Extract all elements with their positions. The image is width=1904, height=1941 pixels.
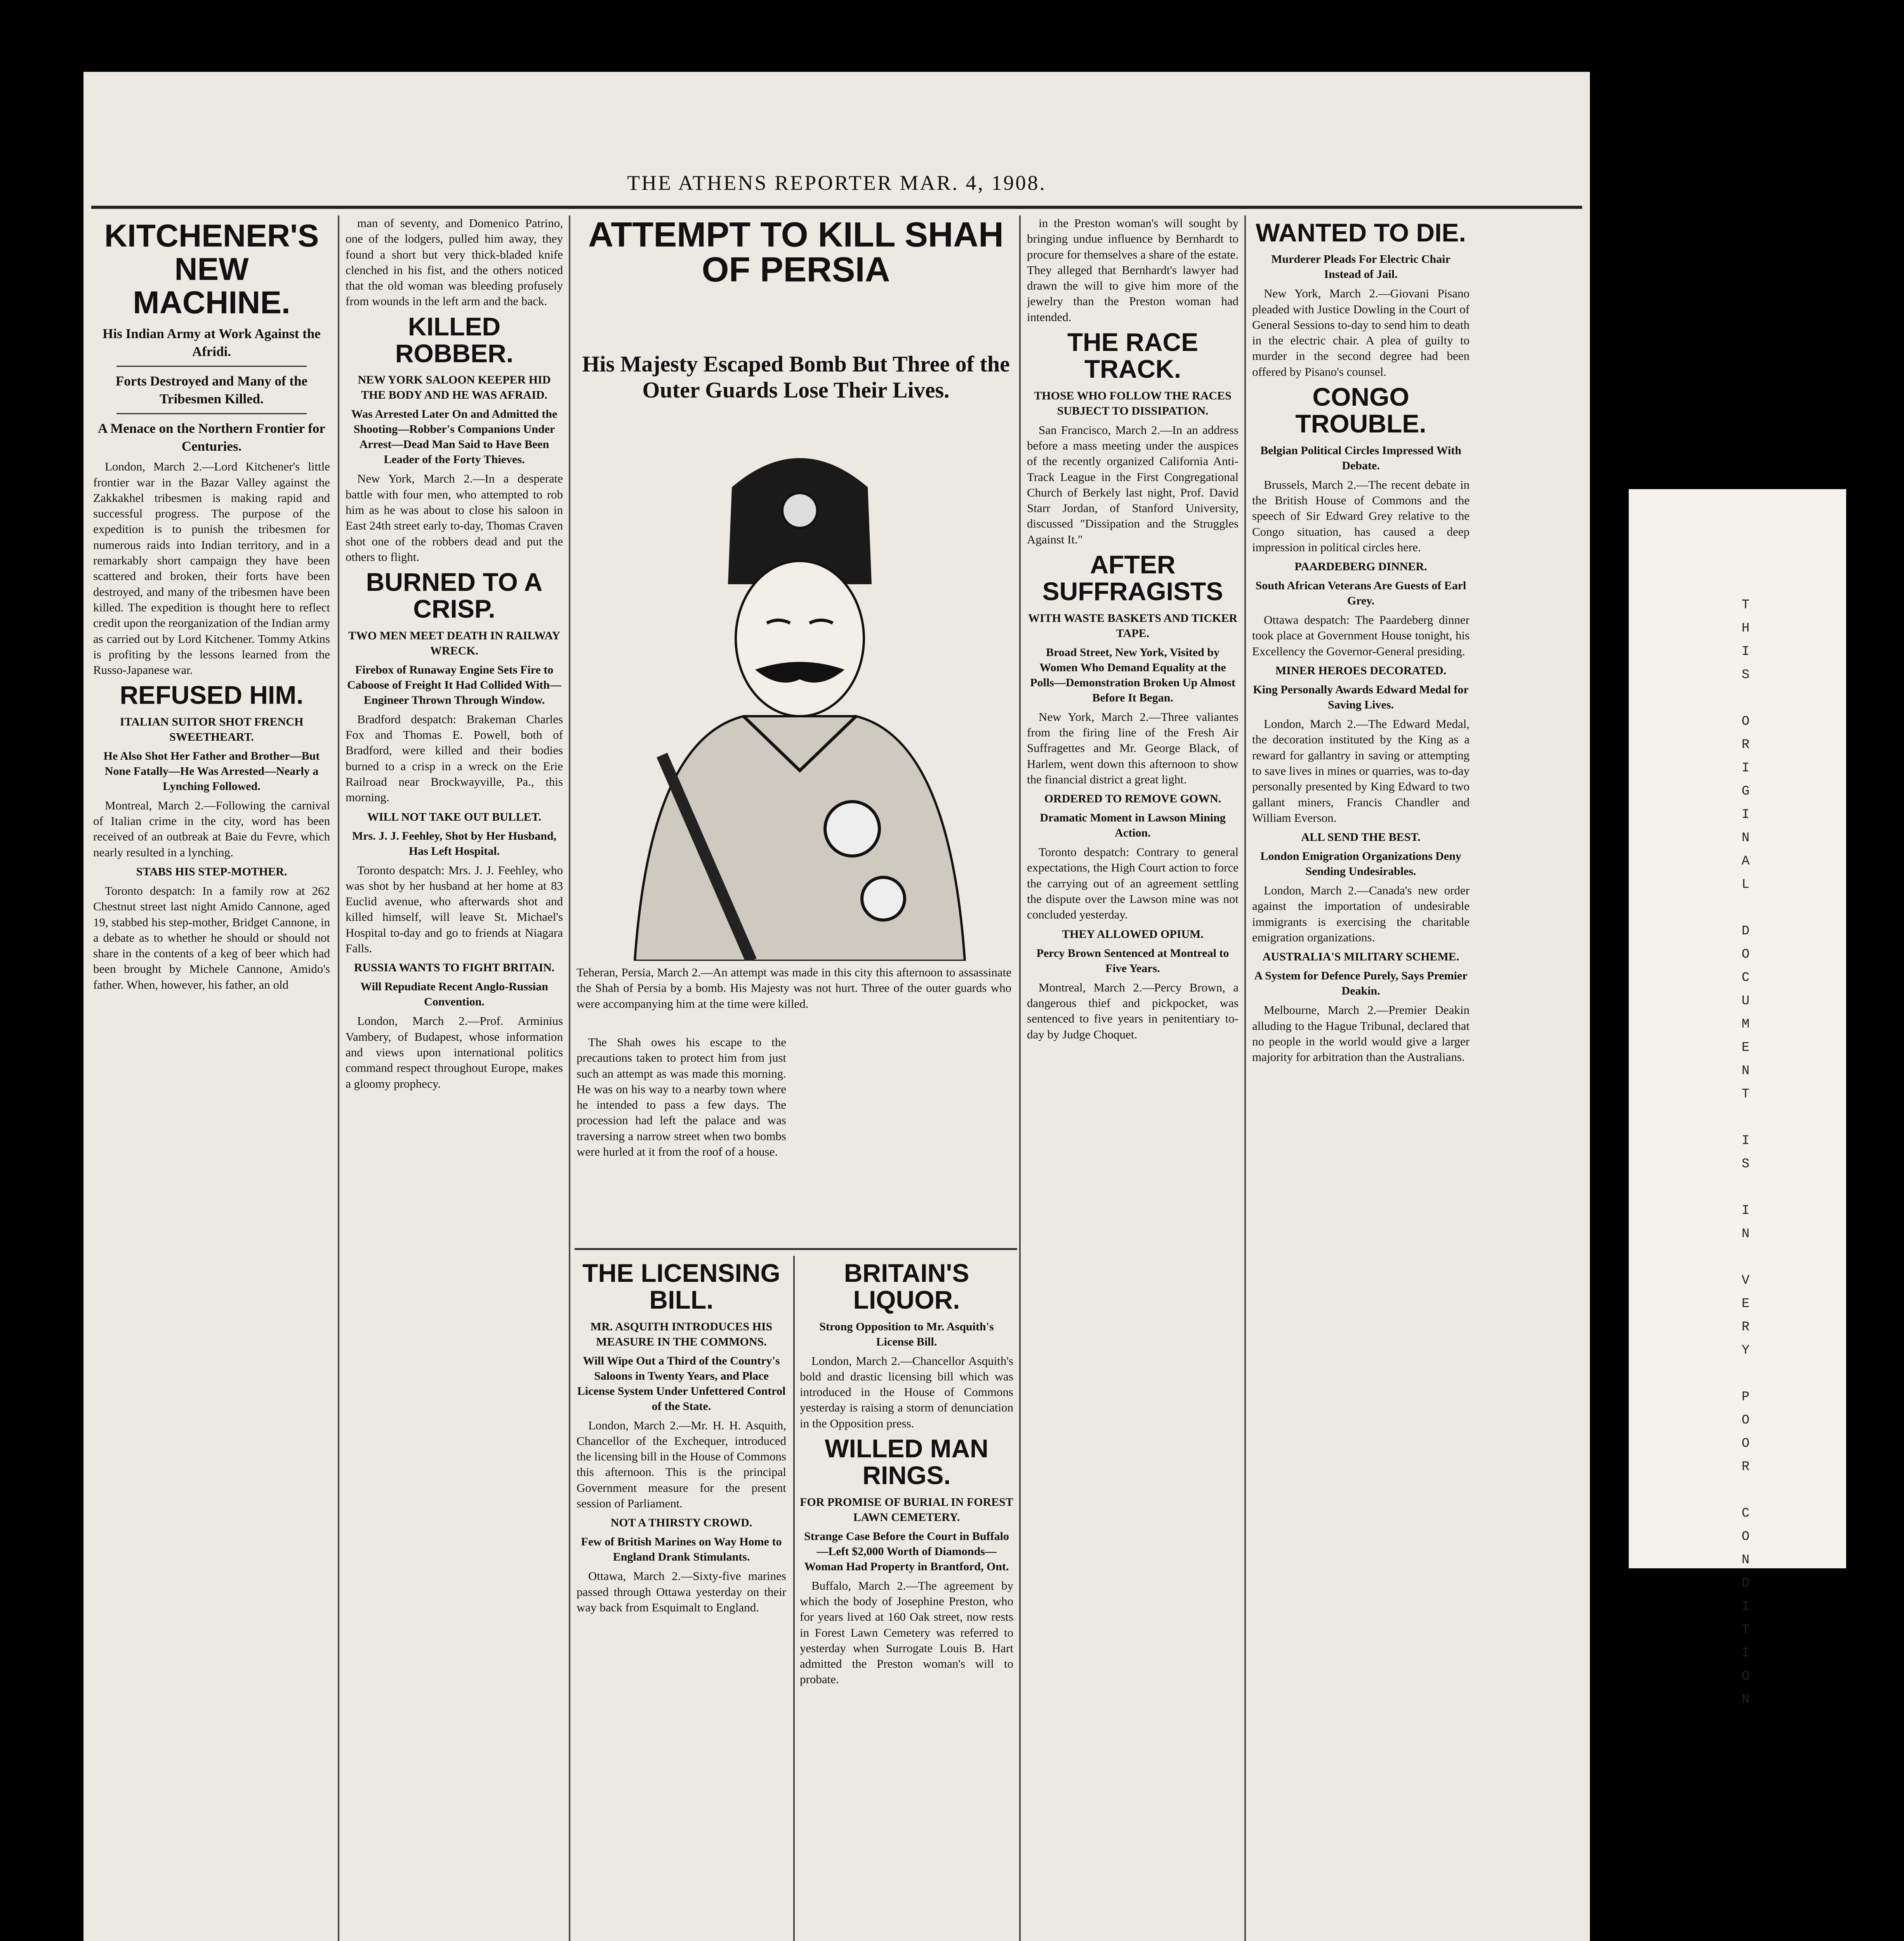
divider <box>116 366 307 367</box>
deck: NEW YORK SALOON KEEPER HID THE BODY AND HE WAS AFRAID. <box>358 373 551 402</box>
deck: TWO MEN MEET DEATH IN RAILWAY WRECK. <box>348 629 560 657</box>
article-body: London, March 2.—Lord Kitchener's little frontier war in the Bazar Valley against the Zakkakhel tribesmen is making rapid and successful progress. The purpose of the expedition is to punish the tribesmen for numerous raids into Indian territory, and in a remarkably short campaign they have been scattered and broken, their forts have been destroyed, and many of the tribesmen have been killed. The expedition is thought here to reflect credit upon the reorganization of the Indian army as carried out by Lord Kitchener. Tommy Atkins is profiting by the lessons learned from the Russo-Japanese war. <box>93 460 330 677</box>
article-body: San Francisco, March 2.—In an address before a mass meeting under the auspices of the recently organized California Anti-Track League in the First Congregational Church of Berkely last night, Prof. David Starr Jordan, of Stanford University, discussed "Dissipation and the Struggles Against It." <box>1027 423 1239 546</box>
column-liquor <box>800 1256 1013 1941</box>
deck: AUSTRALIA'S MILITARY SCHEME. <box>1262 950 1459 964</box>
article-body: New York, March 2.—Giovani Pisano pleaded with Justice Dowling in the Court of General Sessions to-day to send him to death in the electric chair. A plea of guilty to murder in the second degree had been offered by Pisano's counsel. <box>1252 286 1470 378</box>
article-body: Melbourne, March 2.—Premier Deakin alluding to the Hague Tribunal, declared that no people in the world would give a larger majority for arbitration than the Australians. <box>1252 1003 1470 1064</box>
divider <box>116 413 307 414</box>
headline-wanted-to-die: WANTED TO DIE. <box>1256 218 1466 247</box>
article-body: Toronto despatch: Mrs. J. J. Feehley, who was shot by her husband at her home at 83 Euclid avenue, who afterwards shot and killed himself, will leave St. Michael's Hospital to-day and go to friends at Niagara Falls. <box>346 863 563 955</box>
shah-story <box>577 1035 786 1236</box>
deck: THEY ALLOWED OPIUM. <box>1062 927 1204 941</box>
column-rule <box>338 215 339 1941</box>
deck: Will Repudiate Recent Anglo-Russian Convention. <box>360 980 548 1009</box>
deck: He Also Shot Her Father and Brother—But None Fatally—He Was Arrested—Nearly a Lynching Followed. <box>103 749 320 793</box>
section-divider <box>575 1248 1017 1250</box>
masthead: THE ATHENS REPORTER MAR. 4, 1908. <box>627 171 1046 194</box>
deck: NOT A THIRSTY CROWD. <box>610 1516 752 1530</box>
deck: Forts Destroyed and Many of the Tribesmen Killed. <box>115 373 308 406</box>
headline-willed-rings: WILLED MAN RINGS. <box>825 1434 988 1490</box>
deck: Firebox of Runaway Engine Sets Fire to Caboose of Freight It Had Collided With—Engineer Thrown Through Window. <box>347 663 561 707</box>
headline-liquor: BRITAIN'S LIQUOR. <box>844 1259 969 1314</box>
deck: STABS HIS STEP-MOTHER. <box>136 865 287 878</box>
deck: A Menace on the Northern Frontier for Centuries. <box>98 421 325 454</box>
column-5 <box>1027 215 1239 1941</box>
deck: A System for Defence Purely, Says Premier Deakin. <box>1254 969 1468 998</box>
headline-suffragists: AFTER SUFFRAGISTS <box>1042 550 1223 606</box>
article-body: Toronto despatch: Contrary to general expectations, the High Court action to force the carrying out of an agreement settling the dispute over the Lawson mine was not concluded yesterday. <box>1027 845 1239 922</box>
headline-burned: BURNED TO A CRISP. <box>366 568 543 623</box>
deck: South African Veterans Are Guests of Earl Grey. <box>1255 579 1466 608</box>
headline-killed-robber: KILLED ROBBER. <box>395 312 514 368</box>
article-body: New York, March 2.—In a desperate battle with four men, who attempted to rob him as he was about to close his saloon in East 24th street early to-day, Thomas Craven shot one of the robbers dead and put the others to flight. <box>346 472 563 564</box>
deck: London Emigration Organizations Deny Sending Undesirables. <box>1260 850 1461 878</box>
deck: ALL SEND THE BEST. <box>1301 831 1421 844</box>
column-1 <box>93 215 330 1941</box>
article-body: The Shah owes his escape to the precautions taken to protect him from just such an attempt as was made this morning. He was on his way to a nearby town where he intended to pass a few days. The procession had left the palace and was traversing a narrow street when two bombs were hurled at it from the roof of a house. <box>577 1035 786 1159</box>
article-body: London, March 2.—Mr. H. H. Asquith, Chancellor of the Exchequer, introduced the licensing bill in the House of Commons this afternoon. This is the principal Government measure for the present session of Parliament. <box>577 1418 786 1510</box>
column-2 <box>346 215 563 1941</box>
headline-licensing: THE LICENSING BILL. <box>582 1259 780 1314</box>
deck: RUSSIA WANTS TO FIGHT BRITAIN. <box>354 961 555 974</box>
headline-shah: ATTEMPT TO KILL SHAH OF PERSIA <box>588 215 1004 289</box>
article-body: Ottawa despatch: The Paardeberg dinner took place at Government House tonight, his Excellency the Governor-General presiding. <box>1252 613 1470 658</box>
deck-shah: His Majesty Escaped Bomb But Three of the Outer Guards Lose Their Lives. <box>582 351 1010 403</box>
deck: MR. ASQUITH INTRODUCES HIS MEASURE IN THE COMMONS. <box>590 1320 773 1348</box>
deck: Mrs. J. J. Feehley, Shot by Her Husband, Has Left Hospital. <box>352 829 557 858</box>
deck: Broad Street, New York, Visited by Women Who Demand Equality at the Polls—Demonstration Broken Up Almost Before It Began. <box>1030 646 1235 704</box>
deck: Strange Case Before the Court in Buffalo—Left $2,000 Worth of Diamonds—Woman Had Property in Brantford, Ont. <box>804 1530 1009 1573</box>
article-body: Ottawa, March 2.—Sixty-five marines passed through Ottawa yesterday on their way back from Esquimalt to England. <box>577 1569 786 1614</box>
deck: Dramatic Moment in Lawson Mining Action. <box>1040 811 1226 840</box>
shah-portrait <box>604 421 996 961</box>
headline-kitchener: KITCHENER'S NEW MACHINE. <box>104 218 319 321</box>
deck: WILL NOT TAKE OUT BULLET. <box>367 810 542 823</box>
deck: Murderer Pleads For Electric Chair Instead of Jail. <box>1271 253 1451 281</box>
deck: Few of British Marines on Way Home to England Drank Stimulants. <box>581 1535 782 1564</box>
deck: PAARDEBERG DINNER. <box>1294 560 1427 573</box>
deck: Strong Opposition to Mr. Asquith's License Bill. <box>819 1320 994 1348</box>
deck: THOSE WHO FOLLOW THE RACES SUBJECT TO DISSIPATION. <box>1034 389 1232 417</box>
deck: FOR PROMISE OF BURIAL IN FOREST LAWN CEMETERY. <box>800 1495 1013 1524</box>
article-body: Brussels, March 2.—The recent debate in the British House of Commons and the speech of Sir Edward Grey relative to the Congo situation, has caused a deep impression in political circles here. <box>1252 477 1470 554</box>
article-body: Bradford despatch: Brakeman Charles Fox and Thomas E. Powell, both of Bradford, were killed and their bodies burned to a crisp in a wreck on the Erie Railroad near Brockwayville, Pa., this morning. <box>346 712 563 804</box>
headline-congo: CONGO TROUBLE. <box>1295 382 1426 438</box>
deck: ORDERED TO REMOVE GOWN. <box>1044 792 1221 806</box>
newspaper-page <box>83 72 1590 1941</box>
article-body: in the Preston woman's will sought by bringing undue influence by Bernhardt to procure for themselves a share of the estate. They alleged that Bernhardt's lawyer had drawn the will to give him more of the jewelry than the Preston woman had intended. <box>1027 216 1239 324</box>
column-rule <box>569 215 570 1941</box>
article-body: man of seventy, and Domenico Patrino, one of the lodgers, pulled him away, they found a short but very thick-bladed knife clenched in his fist, and the others noticed that the old woman was bleeding profusely from wounds in the left arm and the back. <box>346 216 563 308</box>
article-body: London, March 2.—Chancellor Asquith's bold and drastic licensing bill which was introduced in the House of Commons yesterday is raising a storm of denunciation in the Opposition press. <box>800 1354 1013 1430</box>
deck: Will Wipe Out a Third of the Country's Saloons in Twenty Years, and Place License System Under Unfettered Control of the State. <box>577 1354 786 1413</box>
article-body: London, March 2.—Prof. Arminius Vambery, of Budapest, whose information and views upon international politics command respect throughout Europe, makes a gloomy prophecy. <box>346 1014 563 1090</box>
deck: His Indian Army at Work Against the Afridi. <box>102 326 321 359</box>
article-body: London, March 2.—Canada's new order against the importation of undesirable immigrants is exercising the charitable emigration organizations. <box>1252 884 1470 944</box>
masthead-rule <box>91 206 1582 209</box>
column-rule <box>793 1256 795 1941</box>
deck: ITALIAN SUITOR SHOT FRENCH SWEETHEART. <box>120 715 304 743</box>
article-body: Montreal, March 2.—Following the carnival of Italian crime in the city, word has been received of an outbreak at Baie du Fevre, which nearly resulted in a lynching. <box>93 798 330 859</box>
article-body: Toronto despatch: In a family row at 262 Chestnut street last night Amido Cannone, aged 19, stabbed his step-mother, Bridget Cannone, in a debate as to whether he should or should not share in the contents of a keg of beer which had been brought by Michele Cannone, Amido's father. When, however, his father, an old <box>93 884 330 991</box>
condition-note: THIS ORIGINAL DOCUMENT IS IN VERY POOR CONDITION <box>1738 598 1753 1716</box>
article-body: New York, March 2.—Three valiantes from the firing line of the Fresh Air Suffragettes and Mr. George Black, of Harlem, went down this afternoon to show the financial district a great light. <box>1027 710 1239 786</box>
photo-caption: Teheran, Persia, March 2.—An attempt was made in this city this afternoon to assassinate the Shah of Persia by a bomb. His Majesty was not hurt. Three of the outer guards who were accompanying him at the time were killed. <box>577 965 1011 1010</box>
deck: Belgian Political Circles Impressed With Debate. <box>1260 444 1461 472</box>
column-licensing <box>577 1256 786 1941</box>
article-body: Montreal, March 2.—Percy Brown, a dangerous thief and pickpocket, was sentenced to five years in penitentiary to-day by Judge Choquet. <box>1027 980 1239 1041</box>
headline-refused-him: REFUSED HIM. <box>120 681 304 710</box>
column-6 <box>1252 215 1470 1941</box>
column-rule <box>1019 215 1021 1941</box>
deck: Percy Brown Sentenced at Montreal to Five Years. <box>1036 946 1229 975</box>
article-body: London, March 2.—The Edward Medal, the decoration instituted by the King as a reward for gallantry in saving or attempting to save lives in mines or quarries, was to-day personally presented by King Edward to two gallant miners, Francis Chandler and William Everson. <box>1252 717 1470 825</box>
article-body: Buffalo, March 2.—The agreement by which the body of Josephine Preston, who for years lived at 160 Oak street, now rests in Forest Lawn Cemetery was referred to yesterday when Surrogate Louis B. Hart admitted the Preston woman's will to probate. <box>800 1578 1013 1686</box>
column-rule <box>1244 215 1246 1941</box>
deck: MINER HEROES DECORATED. <box>1275 664 1447 677</box>
headline-race-track: THE RACE TRACK. <box>1067 328 1199 384</box>
deck: Was Arrested Later On and Admitted the Shooting—Robber's Companions Under Arrest—Dead Man Said to Have Been Leader of the Forty Thieves. <box>351 408 558 466</box>
deck: WITH WASTE BASKETS AND TICKER TAPE. <box>1028 611 1238 640</box>
deck: King Personally Awards Edward Medal for Saving Lives. <box>1253 683 1469 712</box>
